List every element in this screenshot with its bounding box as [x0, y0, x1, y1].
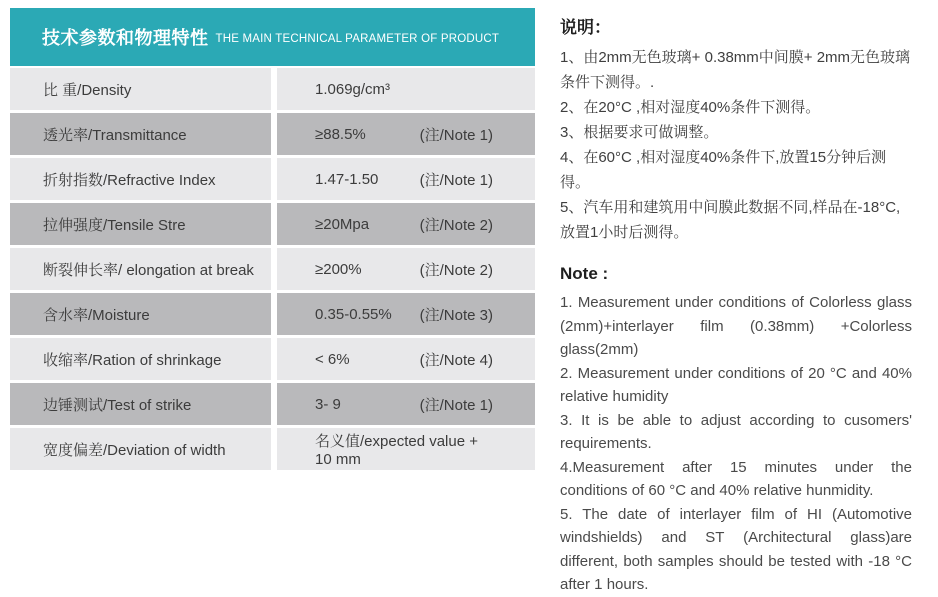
note-item: 2. Measurement under conditions of 20 °C and 40% relative humidity: [560, 364, 912, 405]
notes-panel: [560, 13, 912, 597]
table-row: [10, 248, 535, 290]
parameter-name-cell: 比 重/Density: [10, 68, 271, 110]
table-title-en: THE MAIN TECHNICAL PARAMETER OF PRODUCT: [215, 32, 500, 45]
parameter-value-cell: [277, 158, 535, 200]
table-row: [10, 383, 535, 425]
table-header-banner: [10, 8, 535, 66]
note-item: 1. Measurement under conditions of Colorless glass (2mm)+interlayer film (0.38mm) +Colorless glass(2mm): [560, 294, 912, 358]
parameter-name-cell: 拉伸强度/Tensile Stre: [10, 203, 271, 245]
table-title-zh: 技术参数和物理特性: [42, 28, 209, 48]
parameter-value: 1.47-1.50: [315, 170, 379, 188]
table-row: [10, 203, 535, 245]
parameter-name-cell: 宽度偏差/Deviation of width: [10, 428, 271, 470]
table-row: [10, 338, 535, 380]
explanation-item: 5、汽车用和建筑用中间膜此数据不同,样品在-18°C, 放置1小时后测得。: [560, 199, 901, 241]
parameter-value-cell: [277, 68, 535, 110]
table-body: [10, 68, 535, 470]
parameter-value: 1.069g/cm³: [315, 80, 391, 98]
parameter-note-ref: (注/Note 2): [419, 216, 493, 234]
explanation-items: [560, 45, 912, 245]
parameter-value: ≥20Mpa: [315, 215, 370, 233]
note-item: 5. The date of interlayer film of HI (Automotive windshields) and ST (Architectural glass)are different, both samples should be tested with -18 °C after 1 hours.: [560, 505, 912, 593]
parameter-value-cell: [277, 383, 535, 425]
table-row: [10, 293, 535, 335]
parameter-name-cell: 透光率/Transmittance: [10, 113, 271, 155]
explanation-item: 1、由2mm无色玻璃+ 0.38mm中间膜+ 2mm无色玻璃条件下测得。.: [560, 49, 911, 91]
parameter-value-cell: [277, 293, 535, 335]
explanation-item: 2、在20°C ,相对湿度40%条件下测得。: [560, 99, 821, 116]
parameter-value-cell: [277, 338, 535, 380]
parameter-value-cell: [277, 113, 535, 155]
parameter-value-cell: [277, 248, 535, 290]
table-row: [10, 428, 535, 470]
parameter-value: ≥88.5%: [315, 125, 366, 143]
parameter-name-cell: 含水率/Moisture: [10, 293, 271, 335]
parameter-value-cell: [277, 203, 535, 245]
explanation-item: 4、在60°C ,相对湿度40%条件下,放置15分钟后测得。: [560, 149, 887, 191]
explanation-heading: 说明：: [560, 18, 611, 37]
parameter-value: 0.35-0.55%: [315, 305, 392, 323]
parameter-name-cell: 边锤测试/Test of strike: [10, 383, 271, 425]
table-row: [10, 68, 535, 110]
parameter-note-ref: (注/Note 3): [419, 306, 493, 324]
parameter-name-cell: 折射指数/Refractive Index: [10, 158, 271, 200]
parameter-note-ref: (注/Note 4): [419, 351, 493, 369]
parameter-value: 3- 9: [315, 395, 341, 413]
parameter-note-ref: (注/Note 1): [419, 171, 493, 189]
parameter-note-ref: (注/Note 2): [419, 261, 493, 279]
table-row: [10, 113, 535, 155]
parameter-value: ≥200%: [315, 260, 362, 278]
note-heading: Note :: [560, 264, 609, 283]
parameter-name-cell: 断裂伸长率/ elongation at break: [10, 248, 271, 290]
parameter-value-cell: [277, 428, 535, 470]
technical-parameter-table: [10, 8, 535, 473]
parameter-value: < 6%: [315, 350, 350, 368]
parameter-note-ref: (注/Note 1): [419, 126, 493, 144]
parameter-value: 名义值/expected value + 10 mm: [315, 433, 479, 468]
note-item: 4.Measurement after 15 minutes under the conditions of 60 °C and 40% relative hunmidity.: [560, 458, 912, 499]
note-item: 3. It is be able to adjust according to cusomers' requirements.: [560, 411, 912, 452]
explanation-section: [560, 13, 912, 245]
parameter-note-ref: (注/Note 1): [419, 396, 493, 414]
table-row: [10, 158, 535, 200]
note-section: [560, 264, 912, 597]
note-items: [560, 291, 912, 597]
parameter-name-cell: 收缩率/Ration of shrinkage: [10, 338, 271, 380]
explanation-item: 3、根据要求可做调整。: [560, 124, 719, 141]
